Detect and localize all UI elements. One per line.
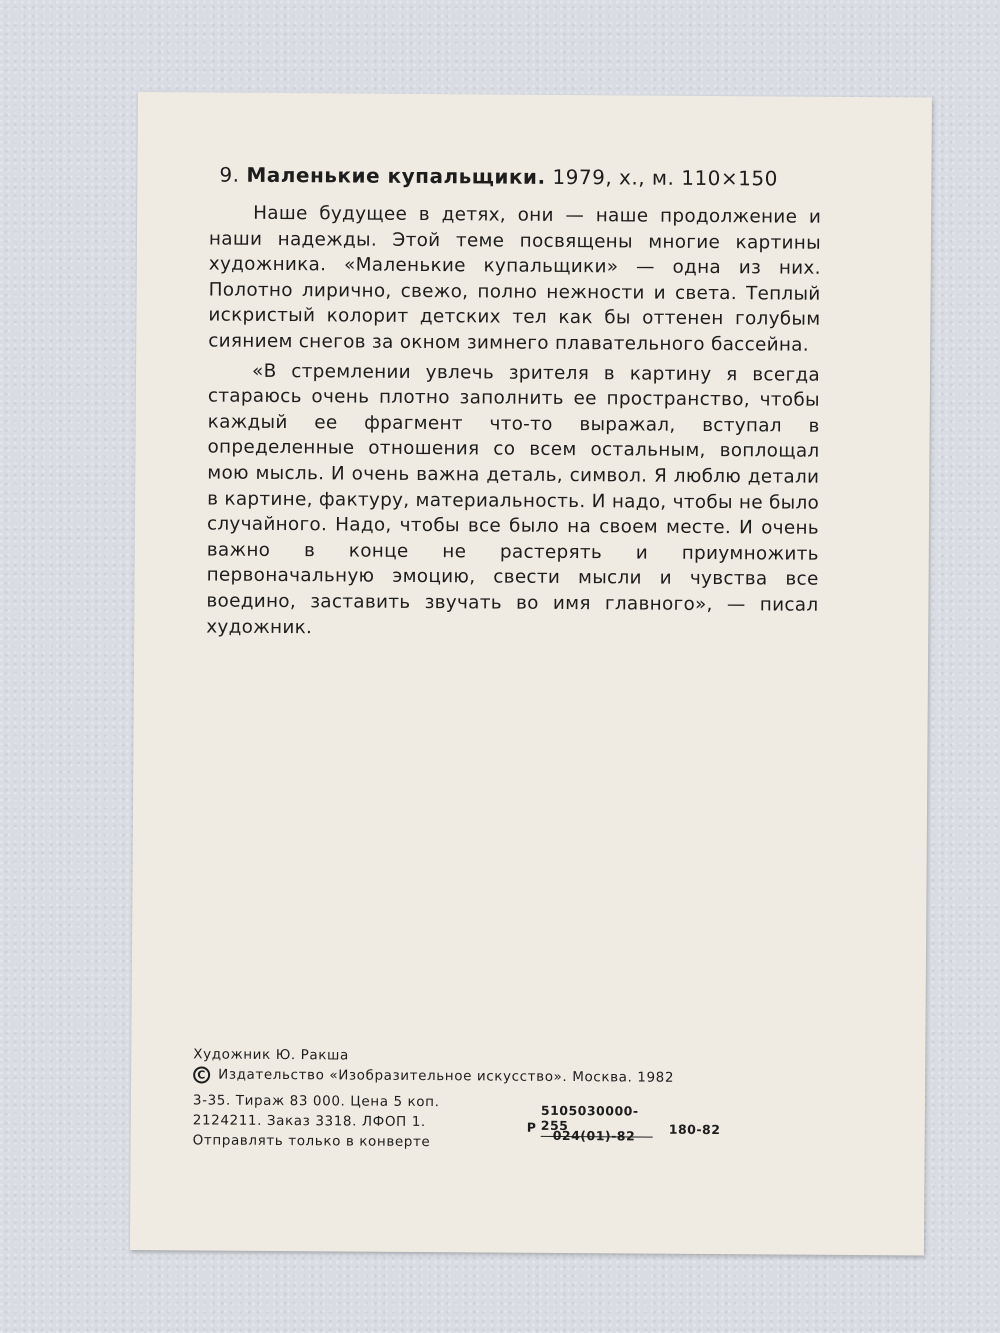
code-prefix: Р (526, 1119, 537, 1135)
copyright-icon: C (193, 1066, 210, 1083)
publisher-line (193, 1064, 773, 1088)
print-line-3: Отправлять только в конверте (192, 1132, 431, 1151)
code-numerator: 5105030000-255 (541, 1103, 653, 1138)
postcard-back (130, 92, 932, 1256)
description-paragraph-2: «В стремлении увлечь зрителя в картину я всегда стараюсь очень плотно заполнить ее пространство, чтобы каждый ее фрагмент что-то выражал, вступал в определенные отношения со всем остальным, воплощал мою мысль. И очень важна деталь, символ. Я люблю детали в картине, фактуру, материальность. И надо, чтобы не было случайного. Надо, чтобы все было на своем месте. И очень важно в конце не растерять и приумножить первоначальную эмоцию, свести мысли и чувства все воедино, заставить звучать во имя главного», — писал художник. (206, 360, 821, 638)
artist-credit: Художник Ю. Ракша (193, 1046, 349, 1064)
painting-number: 9. (219, 162, 240, 187)
code-denominator: 024(01)-82 (552, 1127, 636, 1144)
print-line-2: 2124211. Заказ 3318. ЛФОП 1. (192, 1112, 426, 1131)
painting-title: Маленькие купальщики. (246, 162, 546, 189)
painting-title-line (219, 163, 779, 191)
painting-details: 1979, х., м. 110×150 (552, 164, 778, 191)
description-text (206, 201, 821, 648)
code-suffix: 180-82 (668, 1121, 721, 1138)
print-line-1: 3-35. Тираж 83 000. Цена 5 коп. (192, 1092, 440, 1111)
catalog-code (527, 1101, 737, 1158)
publisher-text: Издательство «Изобразительное искусство». Москва. 1982 (218, 1066, 675, 1086)
description-paragraph-1: Наше будущее в детях, они — наше продолжение и наши надежды. Этой теме посвящены многие картины художника. «Маленькие купальщики» — одна из них. Полотно лирично, свежо, полно нежности и света. Теплый искристый колорит детских тел как бы оттенен голубым сиянием снегов за окном зимнего плавательного бассейна. (208, 202, 822, 356)
